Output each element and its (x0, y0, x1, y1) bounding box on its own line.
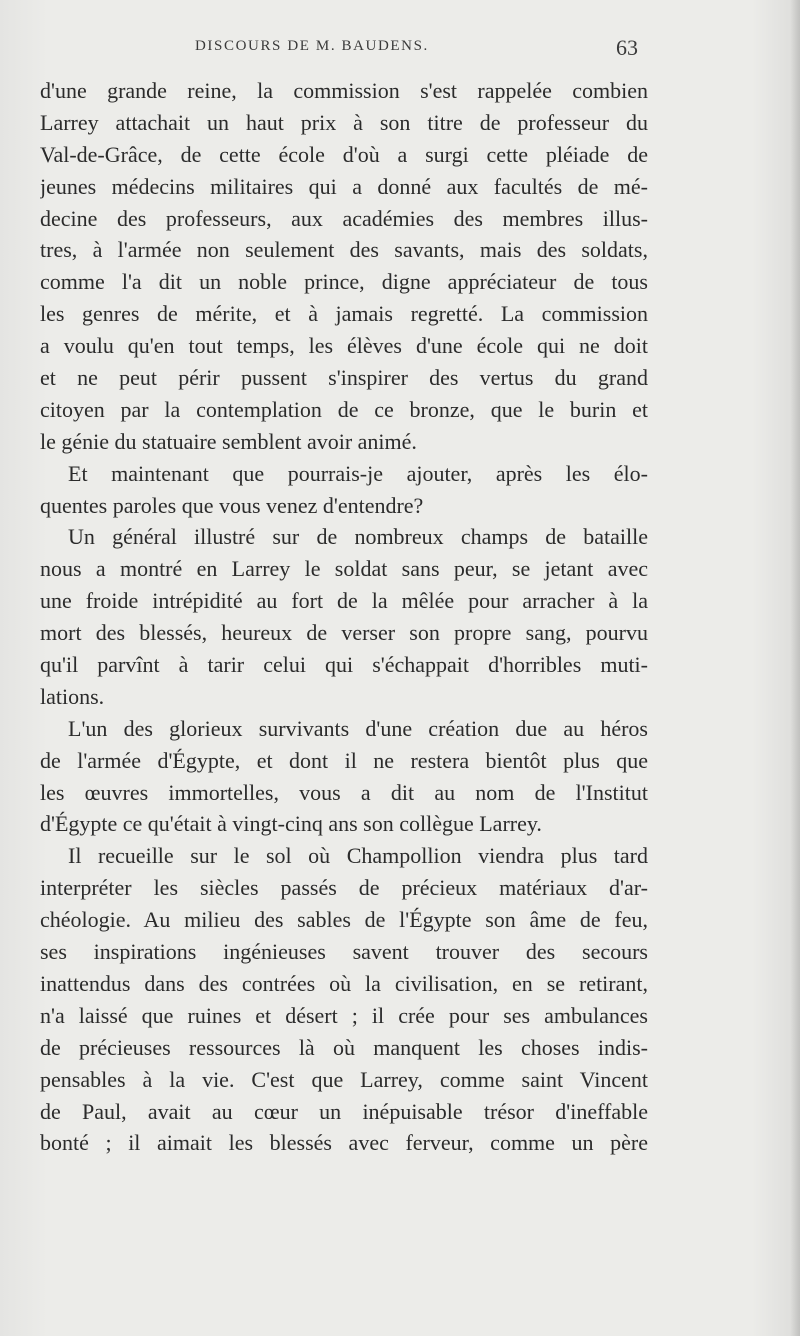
text-line: de précieuses ressources là où manquent les choses indis- (40, 1034, 648, 1060)
text-line: Larrey attachait un haut prix à son titre de professeur du (40, 109, 648, 135)
text-line: L'un des glorieux survivants d'une création due au héros (68, 715, 648, 741)
text-line: Un général illustré sur de nombreux champs de bataille (68, 524, 648, 550)
text-line: ses inspirations ingénieuses savent trouver des secours (40, 939, 648, 965)
text-line: citoyen par la contemplation de ce bronze, que le burin et (40, 396, 648, 422)
text-line: pensables à la vie. C'est que Larrey, comme saint Vincent (40, 1066, 648, 1092)
text-line: de l'armée d'Égypte, et dont il ne restera bientôt plus que (40, 747, 648, 773)
text-line: comme l'a dit un noble prince, digne appréciateur de tous (40, 269, 648, 295)
text-line: Val-de-Grâce, de cette école d'où a surgi cette pléiade de (40, 141, 648, 167)
text-line: inattendus dans des contrées où la civilisation, en se retirant, (40, 970, 648, 996)
text-line: chéologie. Au milieu des sables de l'Égypte son âme de feu, (40, 907, 648, 933)
text-line: et ne peut périr pussent s'inspirer des vertus du grand (40, 365, 648, 391)
body-text (40, 75, 648, 1159)
text-line: lations. (40, 683, 105, 709)
text-line: d'Égypte ce qu'était à vingt-cinq ans son collègue Larrey. (40, 811, 542, 837)
text-line: les œuvres immortelles, vous a dit au nom de l'Institut (40, 779, 648, 805)
text-line: nous a montré en Larrey le soldat sans peur, se jetant avec (40, 556, 648, 582)
text-line: qu'il parvînt à tarir celui qui s'échappait d'horribles muti- (40, 652, 648, 678)
text-line: les genres de mérite, et à jamais regretté. La commission (40, 301, 648, 327)
text-line: quentes paroles que vous venez d'entendre? (40, 492, 424, 518)
text-line: n'a laissé que ruines et désert ; il crée pour ses ambulances (40, 1002, 648, 1028)
text-line: Et maintenant que pourrais-je ajouter, après les élo- (68, 460, 648, 486)
text-line: d'une grande reine, la commission s'est rappelée combien (40, 78, 648, 103)
text-line: interpréter les siècles passés de précieux matériaux d'ar- (40, 875, 648, 901)
page-number: 63 (616, 35, 638, 60)
text-line: le génie du statuaire semblent avoir animé. (40, 428, 417, 454)
text-line: bonté ; il aimait les blessés avec ferveur, comme un père (40, 1130, 648, 1156)
text-line: a voulu qu'en tout temps, les élèves d'une école qui ne doit (40, 333, 648, 359)
text-line: jeunes médecins militaires qui a donné aux facultés de mé- (40, 173, 648, 199)
page-edge-shadow (790, 0, 800, 1336)
text-line: tres, à l'armée non seulement des savants, mais des soldats, (40, 237, 648, 263)
text-line: Il recueille sur le sol où Champollion viendra plus tard (68, 843, 648, 869)
text-line: de Paul, avait au cœur un inépuisable trésor d'ineffable (40, 1098, 648, 1124)
text-line: une froide intrépidité au fort de la mêlée pour arracher à la (40, 588, 648, 614)
running-head (0, 35, 800, 60)
running-title: DISCOURS DE M. BAUDENS. (195, 38, 429, 54)
text-line: decine des professeurs, aux académies des membres illus- (40, 205, 648, 231)
text-line: mort des blessés, heureux de verser son propre sang, pourvu (40, 620, 648, 646)
